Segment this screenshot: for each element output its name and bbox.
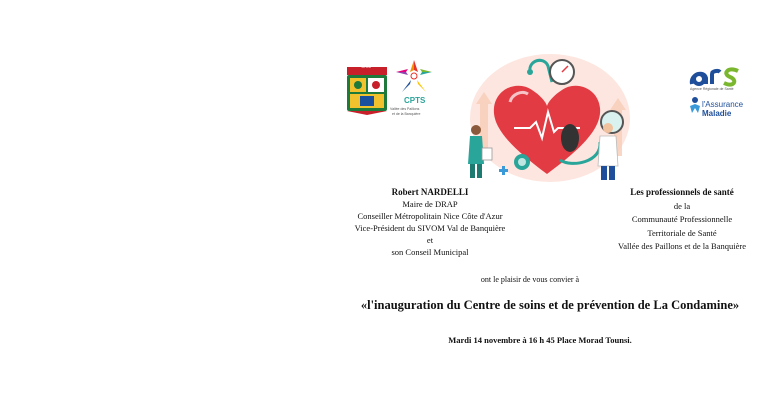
host-right-name: Les professionnels de santé (630, 187, 734, 197)
assurance-label-1: l'Assurance (702, 100, 744, 109)
event-title: «l'inauguration du Centre de soins et de prévention de La Condamine» (360, 298, 740, 312)
host-right-line2: Communauté Professionnelle (631, 214, 733, 224)
host-left-line3: Vice-Président du SIVOM Val de Banquière (354, 223, 506, 233)
host-left-line1: Maire de DRAP (402, 199, 458, 209)
cpts-name: CPTS (404, 96, 426, 105)
host-right-line3: Territoriale de Santé (647, 227, 717, 238)
ars-logo (688, 62, 744, 88)
host-left-name: Robert NARDELLI (391, 187, 469, 197)
ars-subtitle: Agence Régionale de Santé (690, 87, 734, 91)
cpts-sub-2: et de la Banquière (392, 112, 421, 116)
event-when: Mardi 14 novembre à 16 h 45 Place Morad Tounsi. (448, 335, 632, 345)
drap-crest-logo (346, 66, 388, 116)
invite-line: ont le plaisir de vous convier à (480, 275, 580, 284)
host-right-line1: de la (673, 200, 691, 211)
host-left-line5: son Conseil Municipal (391, 247, 469, 257)
host-left-line2: Conseiller Métropolitain Nice Côte d'Azur (357, 211, 503, 221)
crest-label: DRAP (361, 64, 373, 69)
host-left-block (330, 186, 530, 258)
host-right-block (582, 186, 768, 254)
heart-illustration (452, 52, 642, 184)
assurance-label-2: Maladie (702, 109, 732, 118)
cpts-sub-1: Vallée des Paillons (390, 107, 420, 111)
cpts-star-icon (392, 58, 436, 96)
host-left-line4: et (426, 235, 434, 245)
host-right-line4: Vallée des Paillons et de la Banquière (618, 241, 746, 251)
